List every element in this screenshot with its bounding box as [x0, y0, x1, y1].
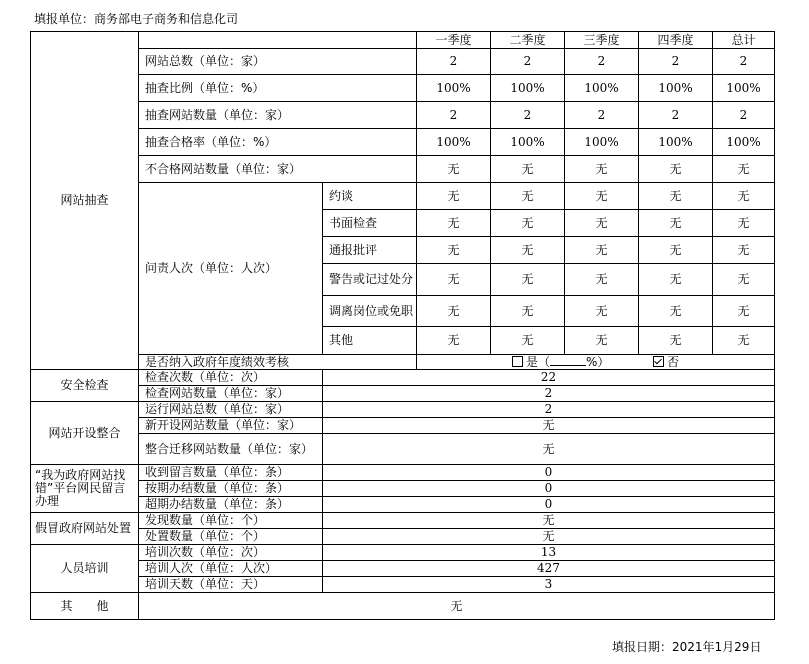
sub-row-label: 调离岗位或免职	[323, 296, 417, 327]
cell-value: 无	[323, 418, 775, 434]
cell-value: 100%	[491, 75, 565, 102]
section-title-training: 人员培训	[31, 545, 139, 593]
cell-value: 0	[323, 497, 775, 513]
table-row	[31, 370, 775, 386]
row-label: 抽查合格率（单位：%）	[139, 129, 417, 156]
table-row	[31, 513, 775, 529]
no-checkbox[interactable]	[653, 356, 664, 367]
table-row	[31, 497, 775, 513]
column-header: 总计	[713, 32, 775, 49]
table-row	[31, 129, 775, 156]
cell-value: 无	[491, 183, 565, 210]
cell-value: 2	[713, 102, 775, 129]
section-title-other: 其 他	[31, 593, 139, 620]
cell-value: 2	[491, 49, 565, 75]
cell-value: 无	[417, 237, 491, 264]
yes-suffix: %）	[585, 355, 610, 369]
cell-value: 无	[417, 327, 491, 355]
table-row	[31, 545, 775, 561]
cell-value: 无	[639, 264, 713, 296]
cell-value: 2	[491, 102, 565, 129]
row-label: 网站总数（单位：家）	[139, 49, 417, 75]
row-label: 处置数量（单位：个）	[139, 529, 323, 545]
yes-label: 是（	[525, 355, 550, 369]
cell-value: 0	[323, 481, 775, 497]
cell-value: 无	[417, 264, 491, 296]
row-label: 检查网站数量（单位：家）	[139, 386, 323, 402]
cell-value: 2	[639, 49, 713, 75]
cell-value: 2	[323, 386, 775, 402]
cell-value: 无	[491, 264, 565, 296]
cell-value: 2	[565, 102, 639, 129]
cell-value: 无	[639, 210, 713, 237]
cell-value: 无	[713, 156, 775, 183]
row-label: 新开设网站数量（单位：家）	[139, 418, 323, 434]
cell-value: 无	[323, 513, 775, 529]
cell-value: 无	[713, 296, 775, 327]
cell-value: 无	[417, 210, 491, 237]
cell-value: 100%	[417, 75, 491, 102]
cell-value: 无	[713, 210, 775, 237]
sub-row-label: 警告或记过处分	[323, 264, 417, 296]
cell-value: 无	[713, 183, 775, 210]
statistics-table	[30, 31, 775, 620]
table-row	[31, 434, 775, 465]
table-row	[31, 561, 775, 577]
section-title-spot-check: 网站抽查	[31, 32, 139, 370]
performance-label: 是否纳入政府年度绩效考核	[139, 355, 417, 370]
row-label: 培训人次（单位：人次）	[139, 561, 323, 577]
sub-row-label: 约谈	[323, 183, 417, 210]
row-label: 培训天数（单位：天）	[139, 577, 323, 593]
cell-value: 无	[565, 156, 639, 183]
cell-value: 无	[713, 264, 775, 296]
column-header: 一季度	[417, 32, 491, 49]
cell-value: 无	[713, 237, 775, 264]
cell-value: 2	[565, 49, 639, 75]
cell-value: 22	[323, 370, 775, 386]
table-row	[31, 156, 775, 183]
cell-value: 100%	[713, 75, 775, 102]
cell-value: 无	[565, 237, 639, 264]
section-title-counterfeit: 假冒政府网站处置	[31, 513, 139, 545]
cell-value: 无	[491, 156, 565, 183]
cell-value: 无	[713, 327, 775, 355]
cell-value: 无	[491, 210, 565, 237]
performance-options	[417, 355, 775, 370]
cell-value: 100%	[639, 129, 713, 156]
column-header: 三季度	[565, 32, 639, 49]
section-title-error-platform: “我为政府网站找错”平台网民留言办理	[31, 465, 139, 513]
cell-value: 2	[417, 102, 491, 129]
cell-value: 无	[639, 237, 713, 264]
table-row	[31, 386, 775, 402]
cell-value: 无	[139, 593, 775, 620]
cell-value: 2	[417, 49, 491, 75]
column-header: 二季度	[491, 32, 565, 49]
row-label: 超期办结数量（单位：条）	[139, 497, 323, 513]
row-label: 抽查网站数量（单位：家）	[139, 102, 417, 129]
yes-checkbox[interactable]	[512, 356, 523, 367]
row-label: 抽查比例（单位：%）	[139, 75, 417, 102]
table-row	[31, 355, 775, 370]
cell-value: 100%	[565, 129, 639, 156]
no-label: 否	[667, 355, 680, 369]
report-date: 填报日期：2021年1月29日	[612, 640, 762, 654]
cell-value: 100%	[491, 129, 565, 156]
table-row	[31, 481, 775, 497]
table-row	[31, 529, 775, 545]
cell-value: 无	[565, 264, 639, 296]
section-title-consolidation: 网站开设整合	[31, 402, 139, 465]
cell-value: 无	[491, 327, 565, 355]
table-row	[31, 49, 775, 75]
cell-value: 100%	[639, 75, 713, 102]
column-header: 四季度	[639, 32, 713, 49]
cell-value: 3	[323, 577, 775, 593]
cell-value: 100%	[713, 129, 775, 156]
cell-value: 无	[565, 296, 639, 327]
cell-value: 无	[417, 183, 491, 210]
cell-value: 无	[639, 183, 713, 210]
table-row	[31, 593, 775, 620]
cell-value: 427	[323, 561, 775, 577]
table-row	[31, 577, 775, 593]
cell-value: 100%	[565, 75, 639, 102]
row-label: 运行网站总数（单位：家）	[139, 402, 323, 418]
cell-value: 0	[323, 465, 775, 481]
row-label: 按期办结数量（单位：条）	[139, 481, 323, 497]
cell-value: 2	[713, 49, 775, 75]
cell-value: 无	[417, 156, 491, 183]
header-blank	[139, 32, 417, 49]
table-row	[31, 183, 775, 210]
cell-value: 无	[491, 296, 565, 327]
row-label: 不合格网站数量（单位：家）	[139, 156, 417, 183]
cell-value: 无	[323, 529, 775, 545]
section-title-safety: 安全检查	[31, 370, 139, 402]
table-row	[31, 102, 775, 129]
percent-blank	[550, 355, 586, 366]
table-row	[31, 465, 775, 481]
table-row	[31, 75, 775, 102]
cell-value: 无	[639, 296, 713, 327]
cell-value: 无	[417, 296, 491, 327]
cell-value: 无	[491, 237, 565, 264]
cell-value: 无	[639, 156, 713, 183]
table-header-row	[31, 32, 775, 49]
row-label: 发现数量（单位：个）	[139, 513, 323, 529]
cell-value: 无	[323, 434, 775, 465]
reporting-unit: 填报单位：商务部电子商务和信息化司	[34, 12, 239, 26]
cell-value: 无	[639, 327, 713, 355]
sub-row-label: 其他	[323, 327, 417, 355]
cell-value: 2	[323, 402, 775, 418]
cell-value: 无	[565, 210, 639, 237]
sub-row-label: 通报批评	[323, 237, 417, 264]
cell-value: 无	[565, 327, 639, 355]
row-label: 检查次数（单位：次）	[139, 370, 323, 386]
row-label: 整合迁移网站数量（单位：家）	[139, 434, 323, 465]
accountability-label: 问责人次（单位：人次）	[139, 183, 323, 355]
cell-value: 13	[323, 545, 775, 561]
cell-value: 100%	[417, 129, 491, 156]
cell-value: 无	[565, 183, 639, 210]
sub-row-label: 书面检查	[323, 210, 417, 237]
row-label: 收到留言数量（单位：条）	[139, 465, 323, 481]
table-row	[31, 402, 775, 418]
row-label: 培训次数（单位：次）	[139, 545, 323, 561]
table-row	[31, 418, 775, 434]
cell-value: 2	[639, 102, 713, 129]
